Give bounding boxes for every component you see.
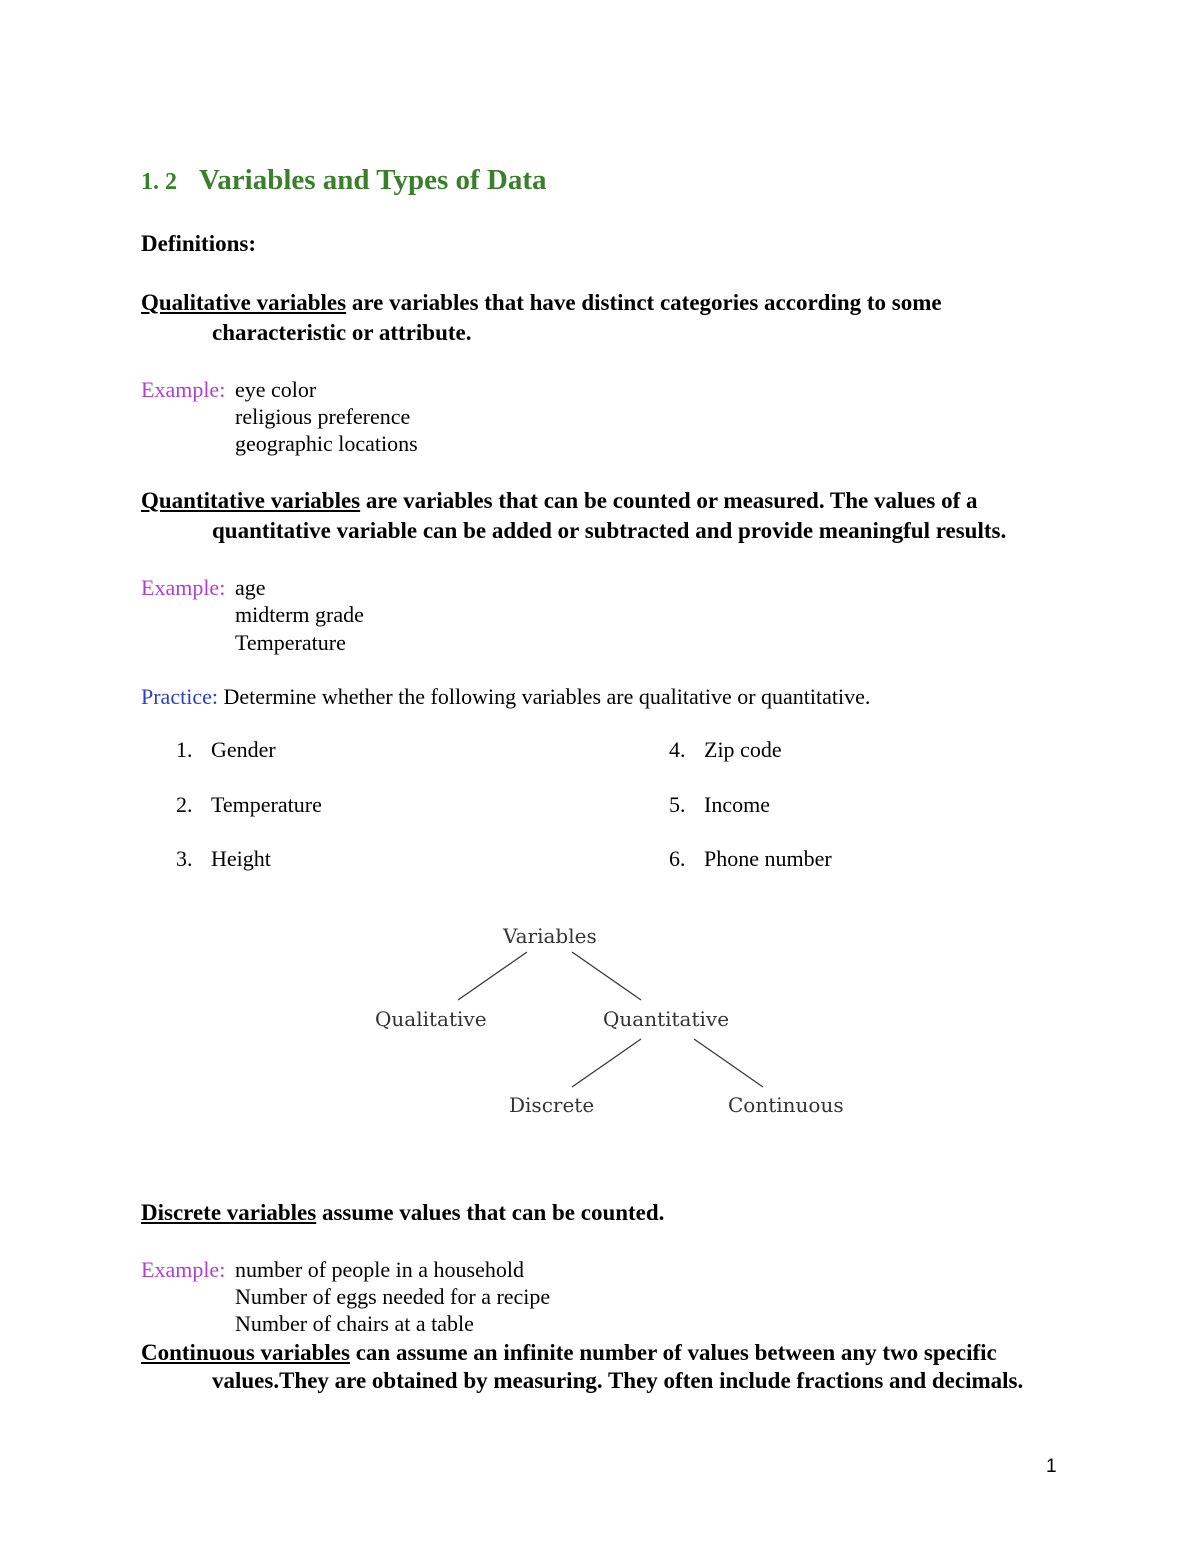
page-number: 1 <box>1046 1456 1057 1477</box>
continuous-definition <box>141 1340 997 1366</box>
discrete-def: assume values that can be counted. <box>316 1200 665 1225</box>
continuous-def-line2: values.They are obtained by measuring. They often include fractions and decimals. <box>212 1368 1024 1393</box>
practice-item: Temperature <box>211 792 322 817</box>
section-number: 1. 2 <box>141 169 177 195</box>
edge-root-qualitative <box>458 952 527 1000</box>
practice-item-number: 5. <box>669 792 686 817</box>
diagram-node-continuous: Continuous <box>728 1093 844 1117</box>
practice-label: Practice: <box>141 684 218 709</box>
diagram-node-discrete: Discrete <box>509 1093 595 1117</box>
list-item: Number of eggs needed for a recipe <box>235 1284 551 1309</box>
practice-item: Phone number <box>704 846 832 871</box>
list-item: number of people in a household <box>235 1257 524 1282</box>
diagram-node-quantitative: Quantitative <box>603 1007 730 1031</box>
edge-quantitative-continuous <box>694 1039 763 1087</box>
edge-quantitative-discrete <box>572 1039 641 1087</box>
diagram-node-qualitative: Qualitative <box>375 1007 487 1031</box>
discrete-example-label: Example: <box>141 1257 226 1282</box>
practice-item-number: 2. <box>176 792 193 817</box>
practice-item: Zip code <box>704 737 782 762</box>
practice-item-number: 6. <box>669 846 686 871</box>
qualitative-def-line1: are variables that have distinct categories according to some <box>346 290 942 315</box>
quantitative-example-label: Example: <box>141 575 226 600</box>
discrete-definition <box>141 1200 664 1226</box>
list-item: eye color <box>235 377 317 402</box>
practice-item-number: 4. <box>669 737 686 762</box>
edge-root-quantitative <box>572 952 641 1000</box>
qualitative-def-line2: characteristic or attribute. <box>212 320 472 345</box>
definitions-label: Definitions: <box>141 231 256 256</box>
quantitative-def-line2: quantitative variable can be added or subtracted and provide meaningful results. <box>212 518 1007 543</box>
qualitative-term: Qualitative variables <box>141 290 347 315</box>
list-item: age <box>235 575 266 600</box>
quantitative-def-line1: are variables that can be counted or measured. The values of a <box>360 488 978 513</box>
practice-item: Income <box>704 792 770 817</box>
practice-text: Determine whether the following variables are qualitative or quantitative. <box>217 684 871 709</box>
discrete-term: Discrete variables <box>141 1200 317 1225</box>
practice-item: Gender <box>211 737 276 762</box>
list-item: geographic locations <box>235 431 418 456</box>
continuous-term: Continuous variables <box>141 1340 350 1365</box>
practice-item: Height <box>211 846 271 871</box>
list-item: religious preference <box>235 404 411 429</box>
practice-item-number: 3. <box>176 846 193 871</box>
quantitative-term: Quantitative variables <box>141 488 361 513</box>
practice-item-number: 1. <box>176 737 193 762</box>
list-item: Number of chairs at a table <box>235 1311 474 1336</box>
section-title: Variables and Types of Data <box>199 164 547 196</box>
list-item: midterm grade <box>235 602 364 627</box>
qualitative-example-label: Example: <box>141 377 226 402</box>
continuous-def-line1: can assume an infinite number of values between any two specific <box>349 1340 997 1365</box>
list-item: Temperature <box>235 630 346 655</box>
diagram-node-variables: Variables <box>503 924 597 948</box>
